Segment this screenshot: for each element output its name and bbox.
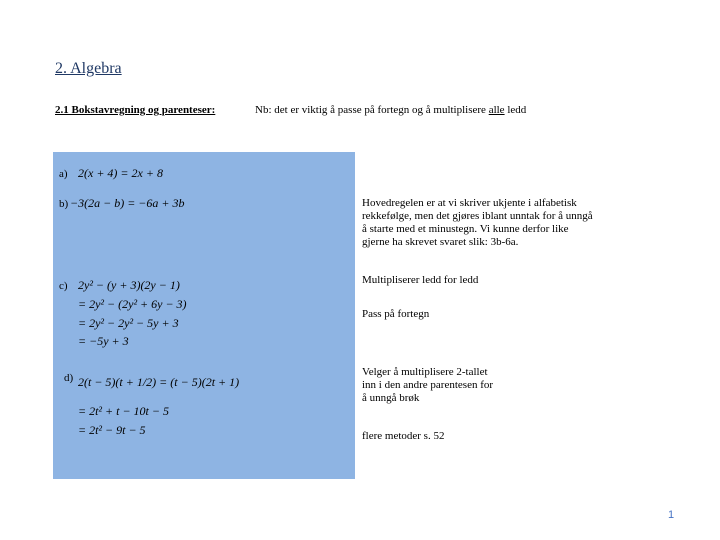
example-d-label: d) xyxy=(64,372,74,384)
annotation-fraction xyxy=(362,366,493,405)
annotation-rule-line-4: gjerne ha skrevet svaret slik: 3b-6a. xyxy=(362,236,519,248)
example-b-line-1: −3(2a − b) = −6a + 3b xyxy=(70,196,185,210)
note-text xyxy=(255,104,526,116)
example-a-label: a) xyxy=(59,168,68,180)
example-c-line-3: = 2y² − 2y² − 5y + 3 xyxy=(78,316,179,330)
annotation-signs: Pass på fortegn xyxy=(362,308,430,320)
annotation-rule-line-2: rekkefølge, men det gjøres iblant unntak for å unngå xyxy=(362,210,593,222)
page-title: 2. Algebra xyxy=(55,60,122,77)
example-c-line-4: = −5y + 3 xyxy=(78,334,129,348)
example-a-line-1: 2(x + 4) = 2x + 8 xyxy=(78,166,163,180)
annotation-rule xyxy=(362,197,593,249)
annotation-multiply: Multipliserer ledd for ledd xyxy=(362,274,479,286)
annotation-methods: flere metoder s. 52 xyxy=(362,430,445,442)
note-after: ledd xyxy=(504,104,527,116)
example-d-line-1: 2(t − 5)(t + 1/2) = (t − 5)(2t + 1) xyxy=(78,375,240,389)
example-d-line-2: = 2t² + t − 10t − 5 xyxy=(78,404,169,418)
example-b-label: b) xyxy=(59,198,69,210)
example-d-line-3: = 2t² − 9t − 5 xyxy=(78,423,146,437)
annotation-fraction-line-3: å unngå brøk xyxy=(362,392,420,404)
annotation-rule-line-1: Hovedregelen er at vi skriver ukjente i alfabetisk xyxy=(362,197,577,209)
page-number: 1 xyxy=(668,509,675,521)
annotation-fraction-line-2: inn i den andre parentesen for xyxy=(362,379,494,391)
example-c-label: c) xyxy=(59,280,68,292)
annotation-fraction-line-1: Velger å multiplisere 2-tallet xyxy=(362,366,488,378)
section-subtitle: 2.1 Bokstavregning og parenteser: xyxy=(55,104,216,116)
note-underlined: alle xyxy=(488,104,505,116)
example-c-line-1: 2y² − (y + 3)(2y − 1) xyxy=(78,278,180,292)
annotation-rule-line-3: å starte med et minustegn. Vi kunne derfor like xyxy=(362,223,569,235)
note-before: Nb: det er viktig å passe på fortegn og å multiplisere xyxy=(255,104,489,116)
example-c-line-2: = 2y² − (2y² + 6y − 3) xyxy=(78,297,187,311)
